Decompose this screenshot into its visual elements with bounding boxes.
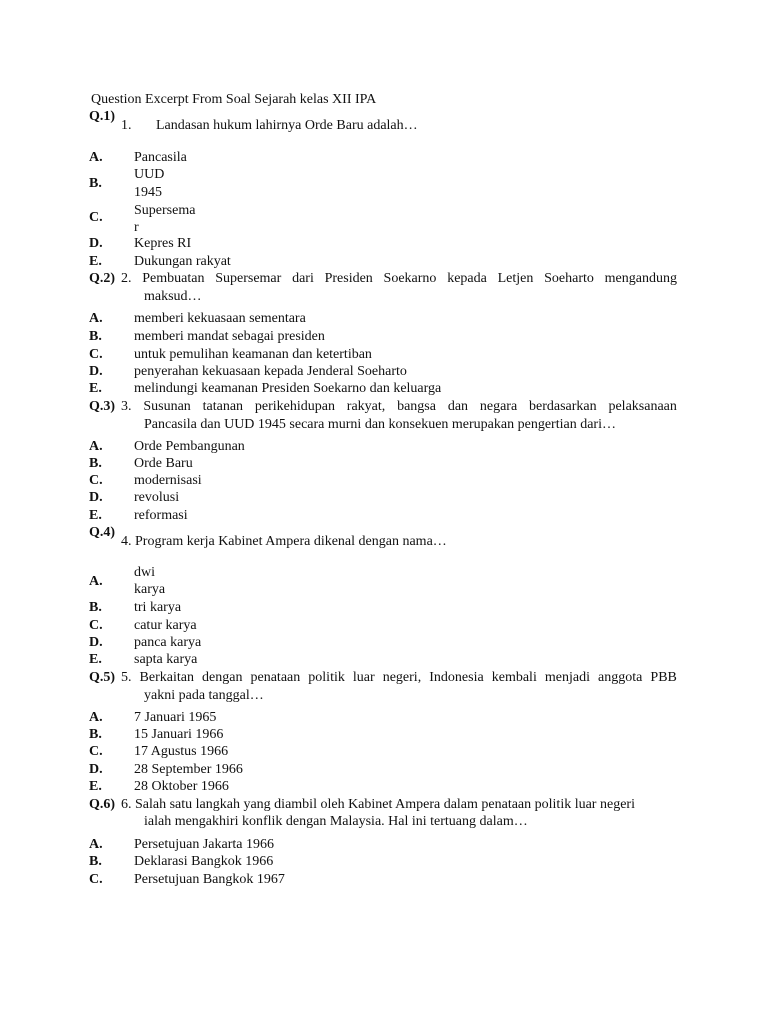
q5-word: kembali: [491, 670, 537, 685]
q1-option-c-text-line2: r: [134, 220, 139, 235]
q3-option-c-text: modernisasi: [134, 473, 202, 488]
q2-word: mengandung: [604, 271, 677, 286]
q5-word: penataan: [250, 670, 301, 685]
question-5-text-line2: yakni pada tanggal…: [144, 688, 264, 703]
q3-option-a-text: Orde Pembangunan: [134, 439, 245, 454]
q5-word: politik: [308, 670, 345, 685]
q3-option-e-text: reformasi: [134, 508, 188, 523]
q4-option-b-text: tri karya: [134, 600, 182, 615]
q3-word: perikehidupan: [254, 399, 335, 414]
q5-word: negeri,: [382, 670, 422, 685]
q5-word: PBB: [650, 670, 677, 685]
q5-option-c-text: 17 Agustus 1966: [134, 744, 229, 759]
q5-word: dengan: [202, 670, 243, 685]
q4-option-d-text: panca karya: [134, 635, 202, 650]
question-5-number: Q.5): [89, 670, 116, 685]
q4-option-c-letter: C.: [89, 618, 103, 633]
q3-option-d-text: revolusi: [134, 490, 180, 505]
q1-option-e-text: Dukungan rakyat: [134, 254, 231, 269]
q1-option-b-letter: B.: [89, 176, 102, 191]
q1-option-e-letter: E.: [89, 254, 102, 269]
q2-word: Pembuatan: [142, 271, 205, 286]
q2-option-b-letter: B.: [89, 329, 102, 344]
question-4-number: Q.4): [89, 525, 116, 540]
q2-option-b-text: memberi mandat sebagai presiden: [134, 329, 325, 344]
question-5-text-line1: [121, 669, 677, 686]
q5-option-a-letter: A.: [89, 710, 103, 725]
q3-option-b-text: Orde Baru: [134, 456, 193, 471]
document-title: Question Excerpt From Soal Sejarah kelas XII IPA: [91, 92, 377, 107]
q3-option-a-letter: A.: [89, 439, 103, 454]
q5-word: Indonesia: [429, 670, 484, 685]
q2-option-c-letter: C.: [89, 347, 103, 362]
question-2-text-line1: [121, 270, 677, 287]
q6-option-b-text: Deklarasi Bangkok 1966: [134, 854, 274, 869]
q6-option-a-letter: A.: [89, 837, 103, 852]
q1-option-a-letter: A.: [89, 150, 103, 165]
q6-option-c-letter: C.: [89, 872, 103, 887]
question-3-text-line1: [121, 398, 677, 415]
q1-option-b-text-line2: 1945: [134, 185, 162, 200]
q3-word: tatanan: [202, 399, 244, 414]
q5-word: Berkaitan: [139, 670, 194, 685]
q4-option-e-letter: E.: [89, 652, 102, 667]
q2-option-d-text: penyerahan kekuasaan kepada Jenderal Soeharto: [134, 364, 407, 379]
q3-word: negara: [479, 399, 518, 414]
question-6-number: Q.6): [89, 797, 116, 812]
q4-option-c-text: catur karya: [134, 618, 197, 633]
q2-word: Supersemar: [215, 271, 282, 286]
q3-word: dan: [447, 399, 469, 414]
q3-option-b-letter: B.: [89, 456, 102, 471]
q2-word: Soeharto: [544, 271, 594, 286]
question-1-text: Landasan hukum lahirnya Orde Baru adalah…: [156, 118, 418, 133]
q3-word: 3.: [121, 399, 132, 414]
q2-option-d-letter: D.: [89, 364, 103, 379]
q2-word: dari: [292, 271, 314, 286]
q4-option-a-letter: A.: [89, 574, 103, 589]
q6-option-a-text: Persetujuan Jakarta 1966: [134, 837, 274, 852]
question-2-text-line2: maksud…: [144, 289, 202, 304]
q1-option-c-text-line1: Supersema: [134, 203, 196, 218]
q6-option-b-letter: B.: [89, 854, 102, 869]
q2-word: kepada: [447, 271, 487, 286]
q2-option-a-text: memberi kekuasaan sementara: [134, 311, 306, 326]
q3-word: rakyat,: [346, 399, 386, 414]
question-6-text-line1: 6. Salah satu langkah yang diambil oleh Kabinet Ampera dalam penataan politik luar negeri: [121, 797, 635, 812]
q3-word: pelaksanaan: [608, 399, 677, 414]
q6-option-c-text: Persetujuan Bangkok 1967: [134, 872, 285, 887]
q1-option-d-letter: D.: [89, 236, 103, 251]
q1-option-c-letter: C.: [89, 210, 103, 225]
q5-option-c-letter: C.: [89, 744, 103, 759]
q4-option-b-letter: B.: [89, 600, 102, 615]
q4-option-a-text-line1: dwi: [134, 565, 155, 580]
question-4-text: 4. Program kerja Kabinet Ampera dikenal dengan nama…: [121, 534, 447, 549]
question-6-text-line2: ialah mengakhiri konflik dengan Malaysia. Hal ini tertuang dalam…: [144, 814, 528, 829]
question-3-number: Q.3): [89, 399, 116, 414]
q3-word: berdasarkan: [529, 399, 597, 414]
q5-option-e-text: 28 Oktober 1966: [134, 779, 229, 794]
q2-word: Soekarno: [383, 271, 437, 286]
q2-option-e-letter: E.: [89, 381, 102, 396]
q3-option-d-letter: D.: [89, 490, 103, 505]
question-2-number: Q.2): [89, 271, 116, 286]
q1-option-b-text-line1: UUD: [134, 167, 165, 182]
q5-option-e-letter: E.: [89, 779, 102, 794]
q4-option-d-letter: D.: [89, 635, 103, 650]
q1-option-d-text: Kepres RI: [134, 236, 192, 251]
question-1-index: 1.: [121, 118, 132, 133]
q3-option-e-letter: E.: [89, 508, 102, 523]
q3-option-c-letter: C.: [89, 473, 103, 488]
question-3-text-line2: Pancasila dan UUD 1945 secara murni dan konsekuen merupakan pengertian dari…: [144, 417, 616, 432]
q1-option-a-text: Pancasila: [134, 150, 187, 165]
q5-option-d-text: 28 September 1966: [134, 762, 243, 777]
q2-word: 2.: [121, 271, 132, 286]
q5-word: menjadi: [544, 670, 590, 685]
q5-word: 5.: [121, 670, 132, 685]
q4-option-e-text: sapta karya: [134, 652, 198, 667]
q2-option-a-letter: A.: [89, 311, 103, 326]
q2-option-e-text: melindungi keamanan Presiden Soekarno dan keluarga: [134, 381, 442, 396]
q4-option-a-text-line2: karya: [134, 582, 166, 597]
q3-word: Susunan: [143, 399, 191, 414]
question-1-number: Q.1): [89, 109, 116, 124]
q5-option-b-text: 15 Januari 1966: [134, 727, 224, 742]
q5-word: luar: [352, 670, 375, 685]
q2-word: Presiden: [324, 271, 373, 286]
q5-option-d-letter: D.: [89, 762, 103, 777]
q5-option-a-text: 7 Januari 1965: [134, 710, 217, 725]
q5-word: anggota: [598, 670, 643, 685]
q2-option-c-text: untuk pemulihan keamanan dan ketertiban: [134, 347, 372, 362]
q5-option-b-letter: B.: [89, 727, 102, 742]
q2-word: Letjen: [497, 271, 534, 286]
q3-word: bangsa: [397, 399, 436, 414]
